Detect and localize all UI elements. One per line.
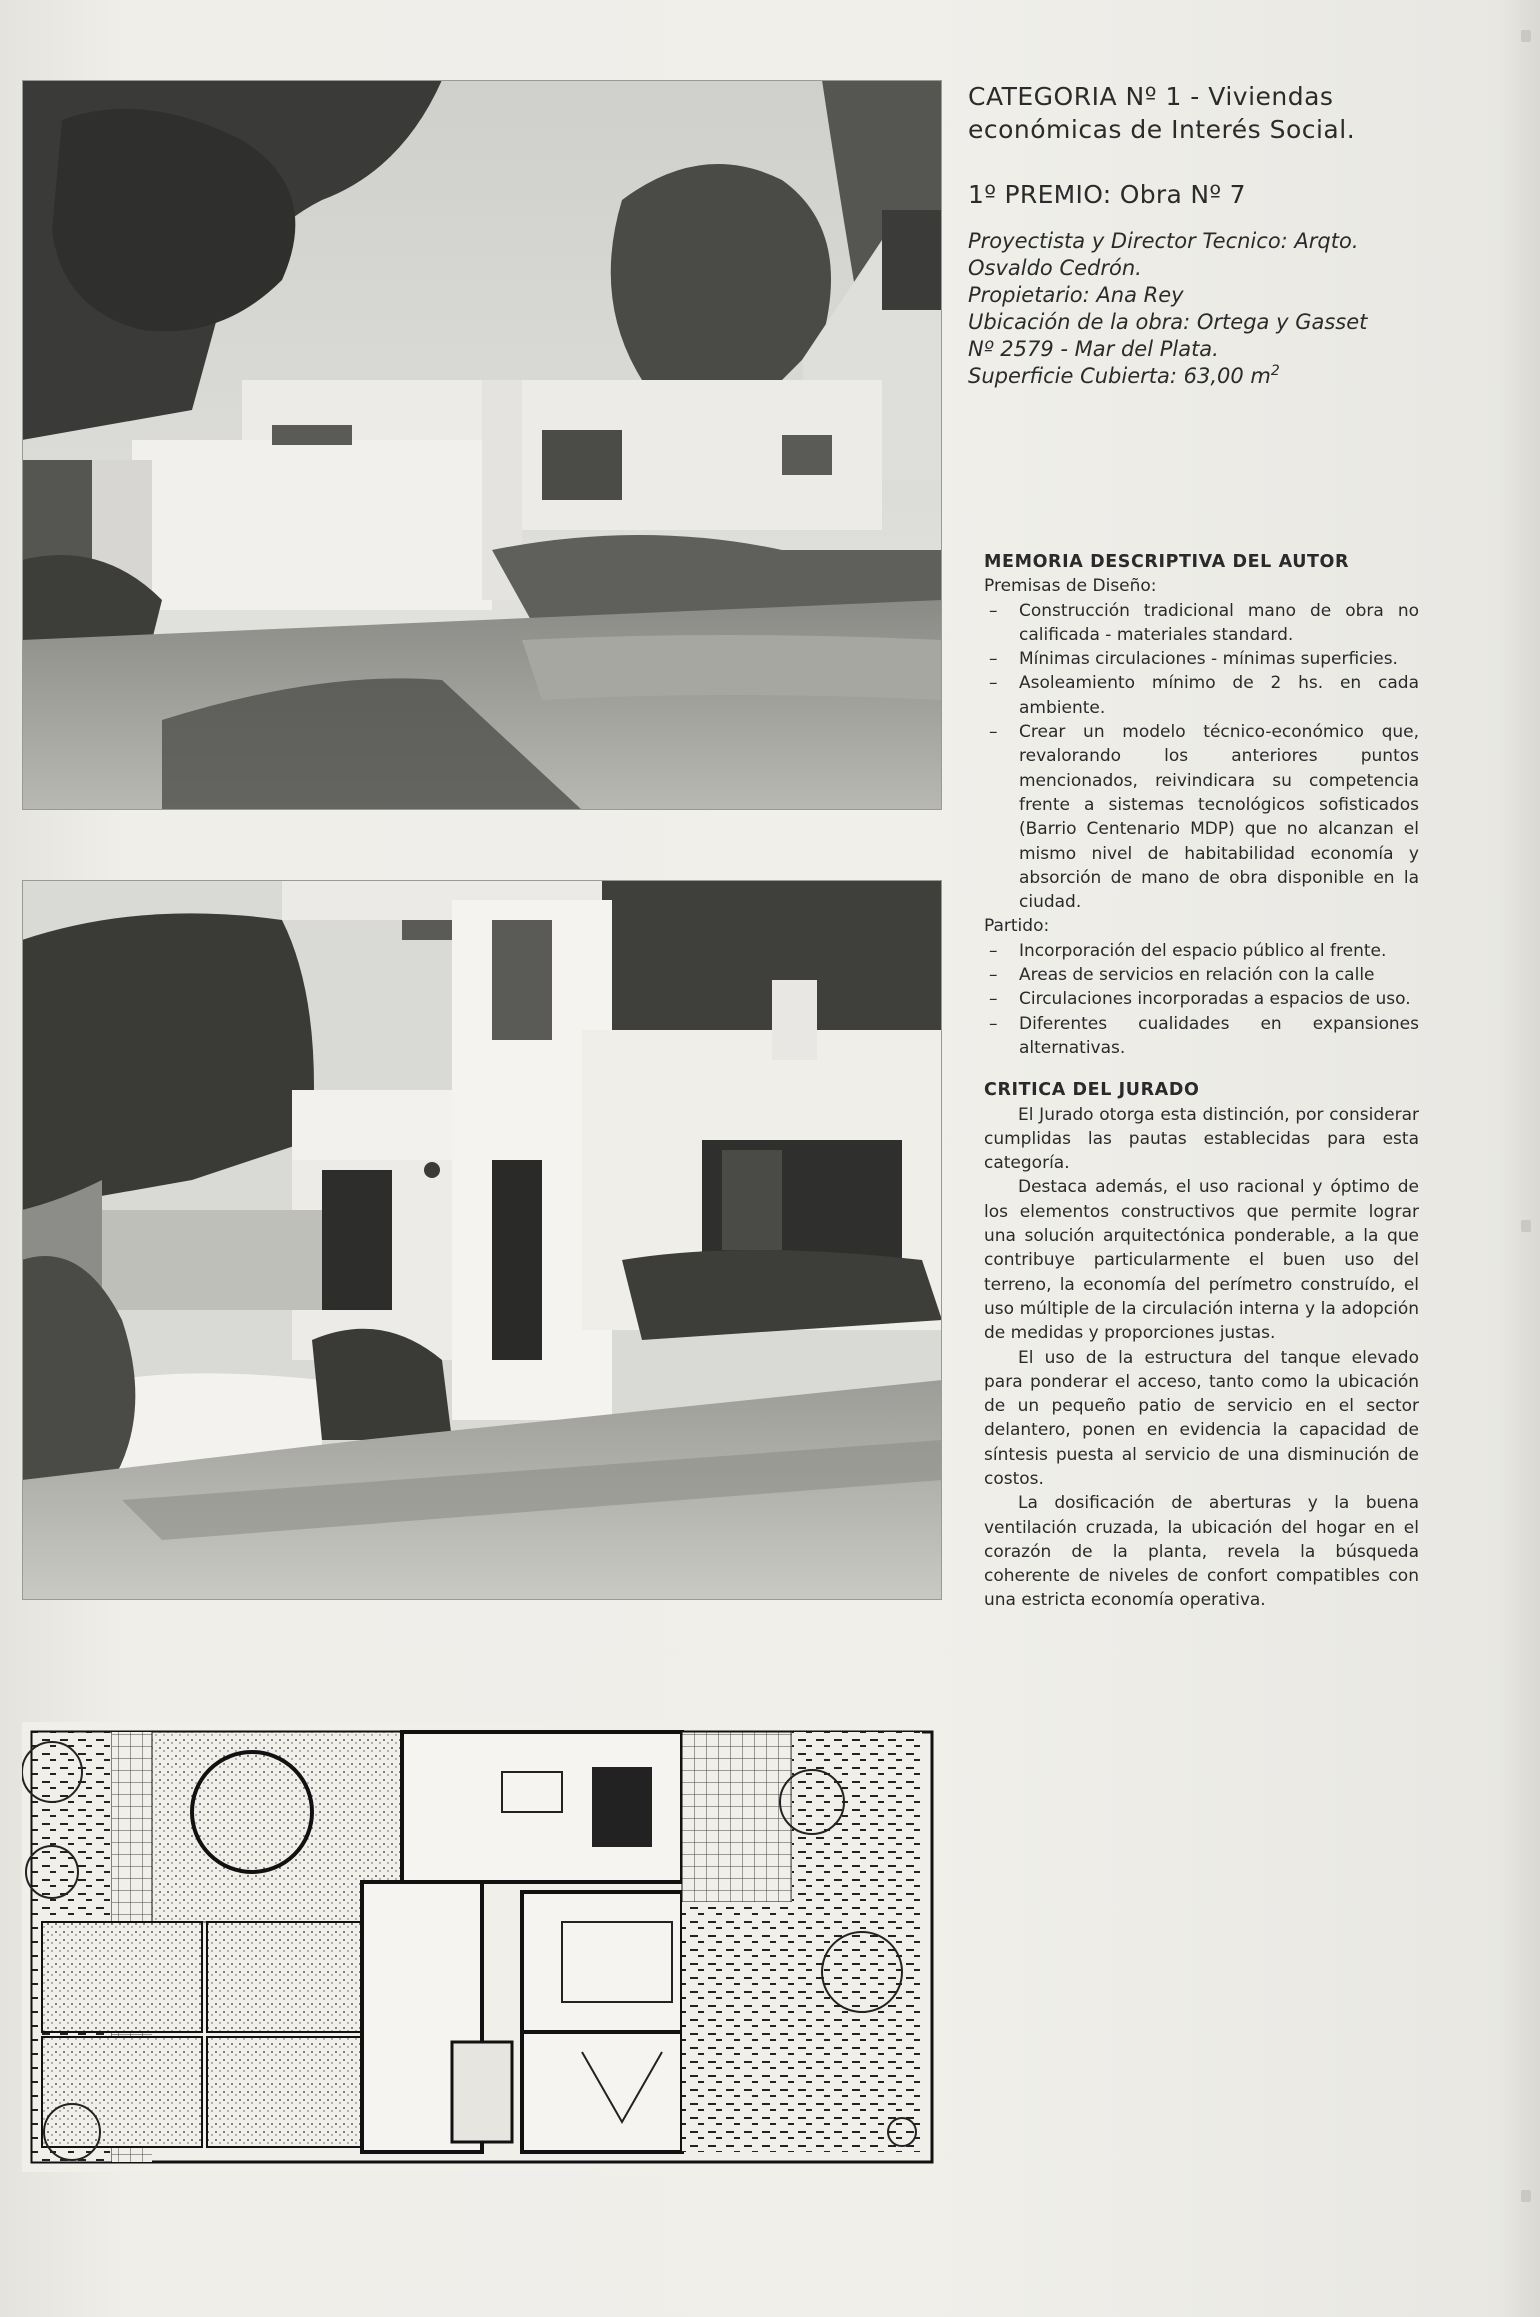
photo-house-exterior-2 [22,880,942,1600]
project-credits [968,228,1418,390]
critica-paragraph: La dosificación de aberturas y la buena ventilación cruzada, la ubicación del hogar en el corazón de la planta, revela la búsqueda coherente de niveles de confort compatibles con una estricta economía operativa. [984,1493,1419,1611]
memoria-title: MEMORIA DESCRIPTIVA DEL AUTOR [984,552,1350,572]
binding-mark [1521,30,1531,42]
partido-item: – Circulaciones incorporadas a espacios de uso. [984,987,1419,1011]
partido-label: Partido: [984,916,1050,937]
premisas-label: Premisas de Diseño: [984,576,1157,597]
credit-line: Propietario: Ana Rey [968,283,1184,307]
premisa-item: – Construcción tradicional mano de obra no calificada - materiales standard. [984,599,1419,648]
partido-item: – Diferentes cualidades en expansiones alternativas. [984,1012,1419,1061]
critica-paragraph: El Jurado otorga esta distinción, por considerar cumplidas las pautas establecidas para esta categoría. [984,1104,1419,1174]
surface-label: Superficie Cubierta: 63,00 m [968,364,1271,388]
surface-superscript: 2 [1270,363,1280,379]
premisa-item: – Mínimas circulaciones - mínimas superficies. [984,647,1419,671]
header-block [968,80,1418,390]
floor-plan-drawing [22,1722,942,2172]
critica-paragraph: El uso de la estructura del tanque elevado para ponderar el acceso, tanto como la ubicación de un pequeño patio de servicio en el sector delantero, ponen en evidencia la capacidad de síntesis puesta al servicio de una disminución de costos. [984,1347,1419,1489]
credit-line: Proyectista y Director Tecnico: Arqto. [968,229,1359,253]
category-title [968,80,1418,146]
partido-item: – Areas de servicios en relación con la calle [984,963,1419,987]
binding-mark [1521,1220,1531,1232]
credit-line: Osvaldo Cedrón. [968,256,1142,280]
premisa-item: – Asoleamiento mínimo de 2 hs. en cada ambiente. [984,671,1419,720]
photo-house-exterior-1 [22,80,942,810]
prize-heading: 1º PREMIO: Obra Nº 7 [968,180,1246,209]
premisa-item: – Crear un modelo técnico-económico que, revalorando los anteriores puntos mencionados, reivindicara su competencia frente a sistemas tecnológicos sofisticados (Barrio Centenario MDP) que no alcanzan el mismo nivel de habitabilidad economía y absorción de mano de obra disponible en la ciudad. [984,720,1419,914]
partido-item: – Incorporación del espacio público al frente. [984,939,1419,963]
credit-line: Ubicación de la obra: Ortega y Gasset [968,310,1368,334]
surface-line [968,363,1418,390]
critica-title: CRITICA DEL JURADO [984,1080,1200,1101]
credit-line: Nº 2579 - Mar del Plata. [968,337,1219,361]
page-spine [1500,0,1540,2317]
category-title-line2: económicas de Interés Social. [968,115,1356,144]
category-title-line1: CATEGORIA Nº 1 - Viviendas [968,82,1334,111]
critica-paragraph: Destaca además, el uso racional y óptimo de los elementos constructivos que permite lograr una solución arquitectónica ponderable, a la que contribuye particularmente el buen uso del terreno, la economía del perímetro construído, el uso múltiple de la circulación interna y la adopción de medidas y proporciones justas. [984,1177,1419,1344]
memoria-section [984,550,1419,1613]
binding-mark [1521,2190,1531,2202]
